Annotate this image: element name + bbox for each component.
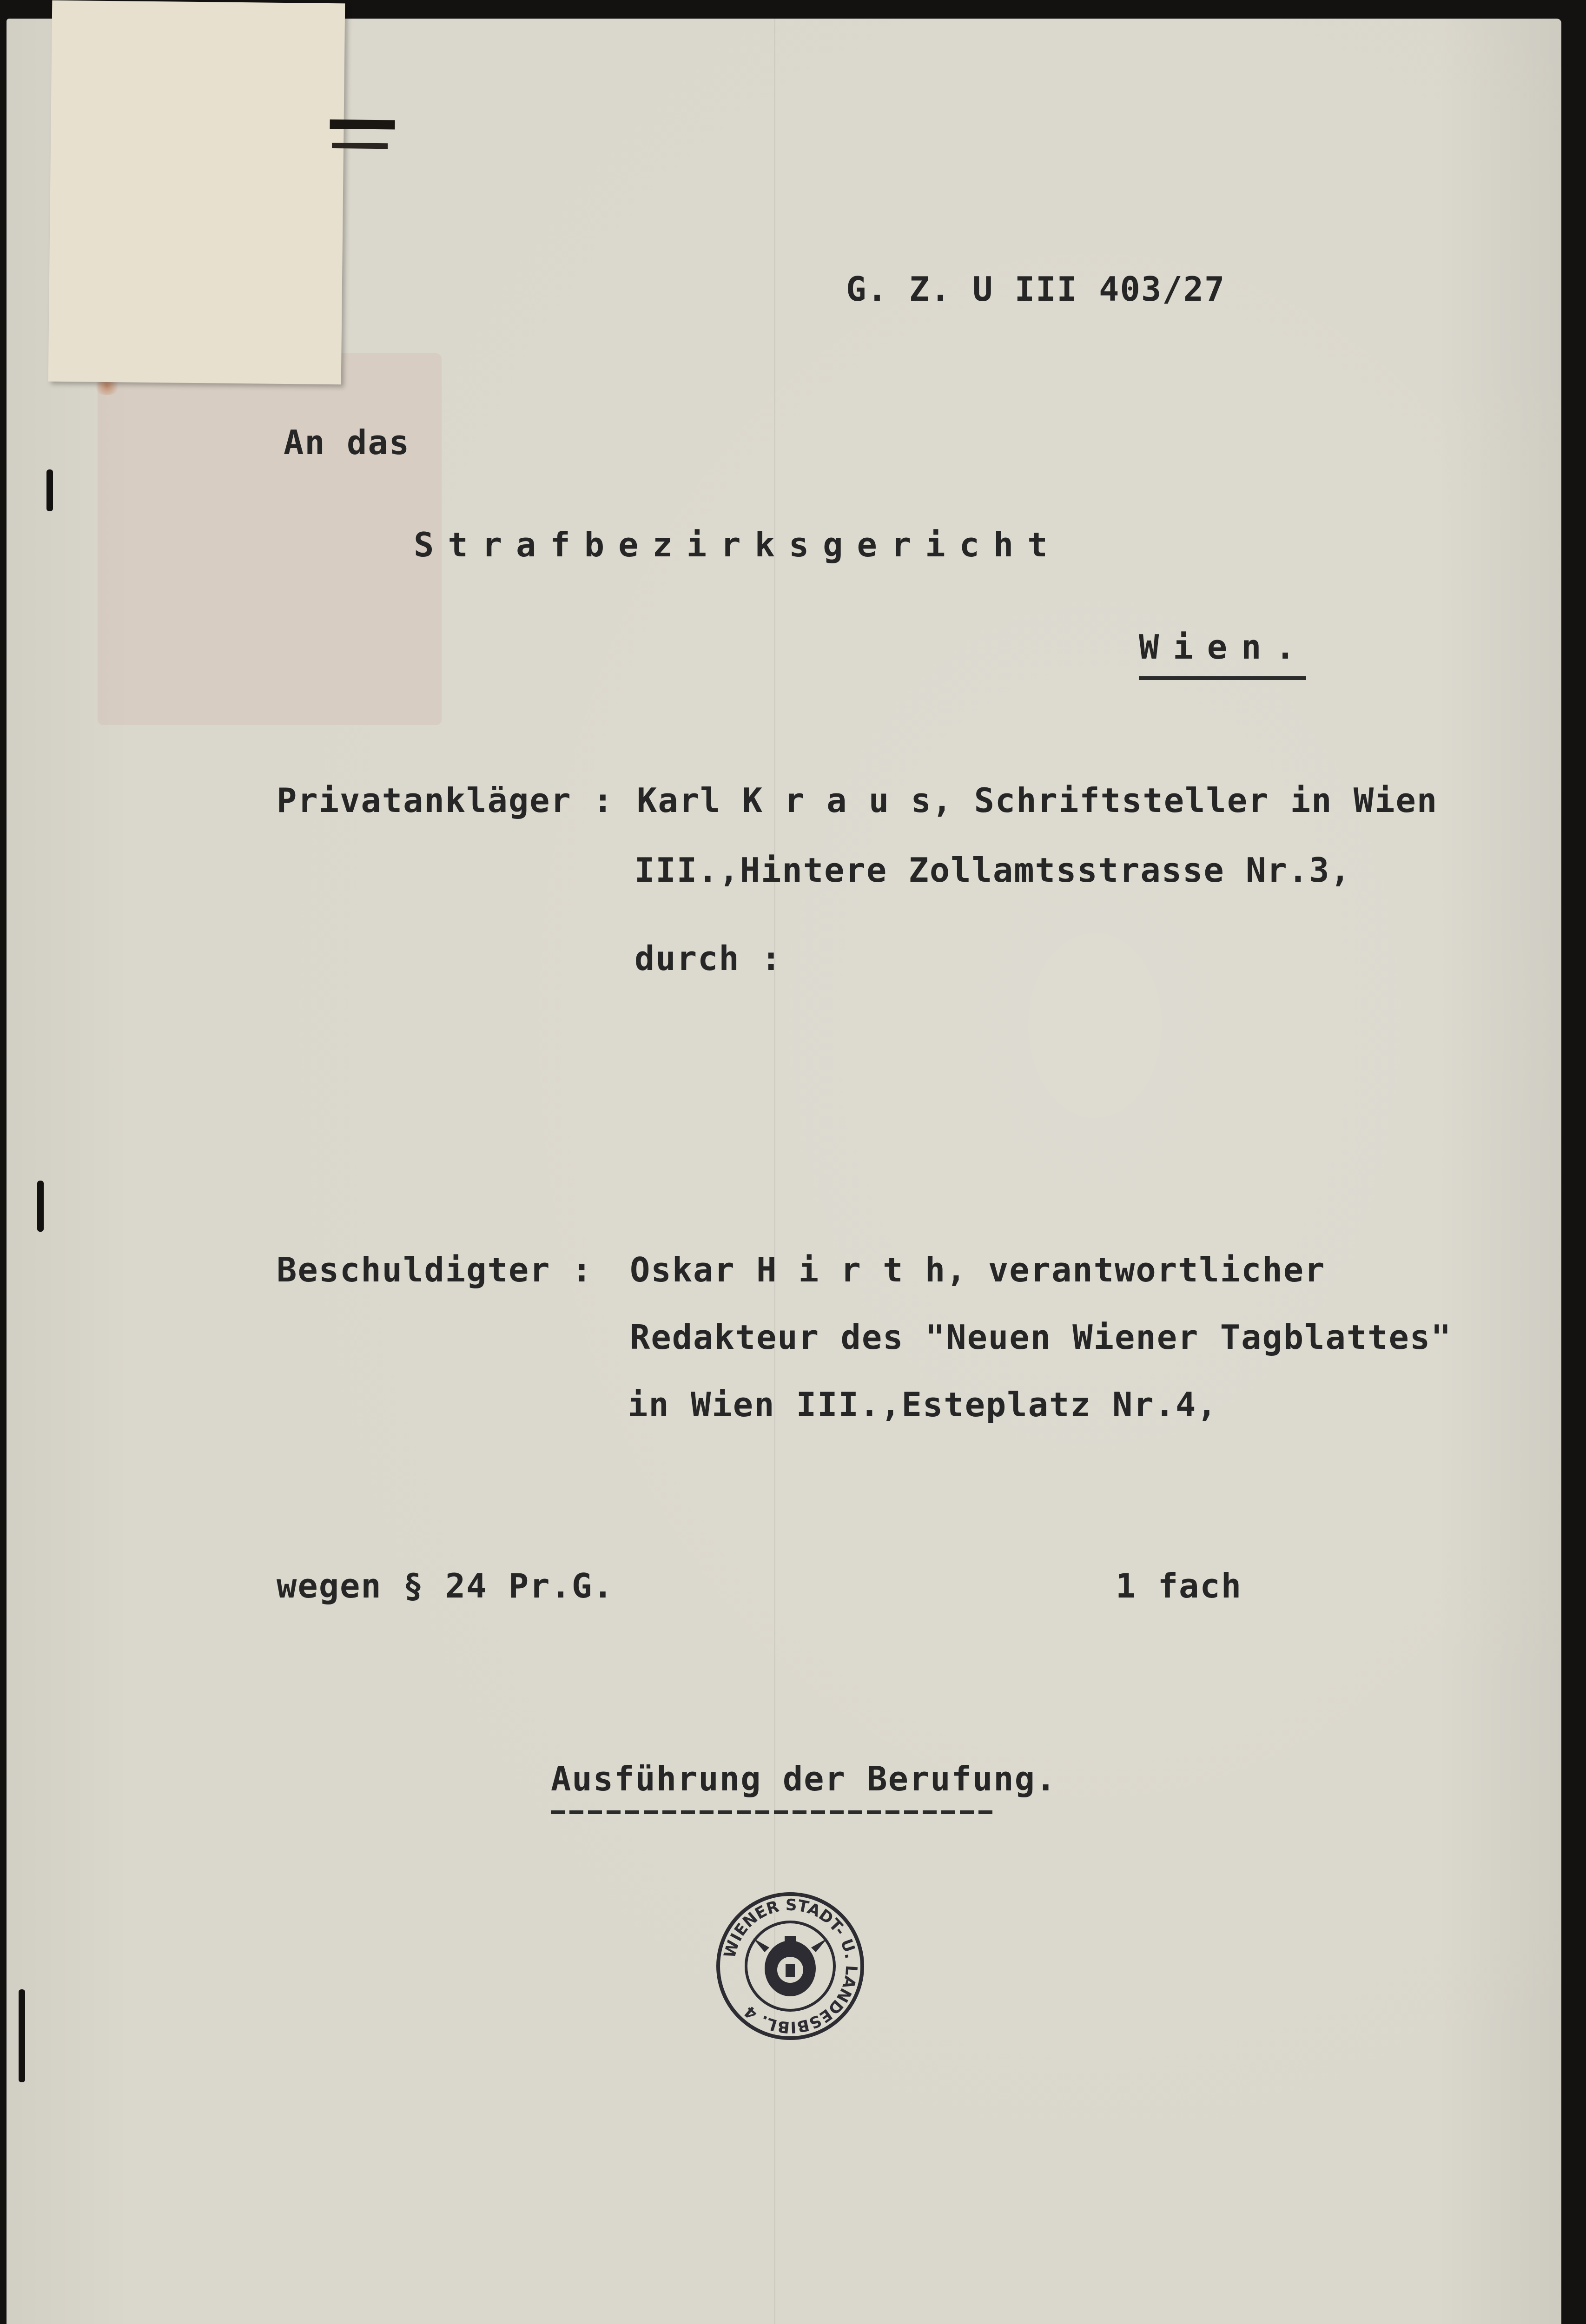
plaintiff-representative-label: durch : (634, 939, 782, 978)
court-name: Strafbezirksgericht (414, 525, 1062, 564)
paper-discoloration (98, 353, 442, 725)
svg-text:WIENER STADT- U. LANDESBIBL.: WIENER STADT- U. LANDESBIBL. 4 (720, 1895, 861, 2037)
reference-number: G. Z. U III 403/27 (846, 270, 1226, 309)
city-underline (1139, 676, 1306, 680)
punch-hole-mark (37, 1181, 44, 1232)
library-stamp (711, 1887, 869, 2045)
punch-hole-mark (46, 469, 53, 511)
defendant-address-line: in Wien III.,Esteplatz Nr.4, (628, 1385, 1218, 1424)
salutation: An das (284, 423, 410, 462)
plaintiff-address-line: III.,Hintere Zollamtsstrasse Nr.3, (634, 851, 1351, 890)
defendant-label: Beschuldigter : (277, 1250, 593, 1289)
court-city: Wien. (1139, 627, 1309, 667)
plaintiff-label: Privatankläger : (277, 781, 614, 820)
charge-reference: wegen § 24 Pr.G. (277, 1566, 614, 1605)
copies-count: 1 fach (1116, 1566, 1242, 1605)
plaintiff-name-line: Karl K r a u s, Schriftsteller in Wien (637, 781, 1438, 820)
defendant-role-line: Redakteur des "Neuen Wiener Tagblattes" (630, 1318, 1452, 1357)
document-title: Ausführung der Berufung. (551, 1759, 1057, 1798)
defendant-name-line: Oskar H i r t h, verantwortlicher (630, 1250, 1326, 1289)
punch-hole-mark (19, 1989, 25, 2082)
attached-paper-slip (48, 0, 345, 385)
title-underline (551, 1810, 992, 1814)
